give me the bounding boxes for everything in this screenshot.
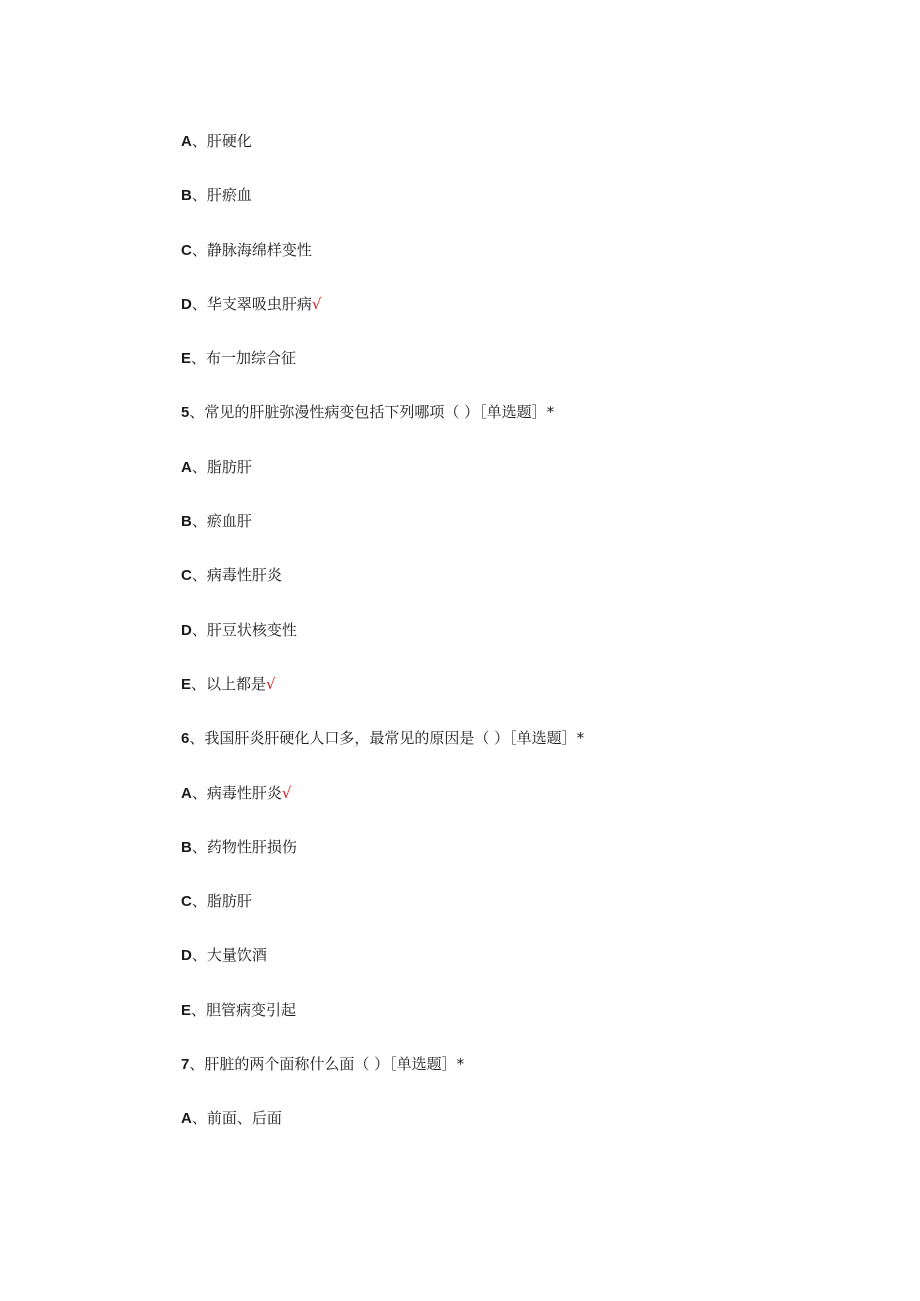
option-text: 病毒性肝炎	[206, 783, 282, 802]
option-line	[181, 997, 861, 1051]
question-text: 肝脏的两个面称什么面（ ）［单选题］*	[204, 1055, 465, 1074]
correct-answer-check-icon: √	[281, 783, 292, 802]
option-text: 肝瘀血	[206, 186, 252, 205]
option-line	[181, 237, 861, 291]
quiz-content	[181, 128, 861, 1160]
option-line	[181, 291, 861, 345]
separator: 、	[189, 1055, 205, 1074]
option-line	[181, 182, 861, 236]
separator: 、	[191, 1000, 207, 1019]
separator: 、	[191, 892, 207, 911]
question-number: 7	[181, 1056, 190, 1074]
separator: 、	[191, 349, 207, 368]
question-text: 常见的肝脏弥漫性病变包括下列哪项（ ）［单选题］*	[204, 403, 555, 422]
option-line	[181, 780, 861, 834]
option-text: 胆管病变引起	[206, 1000, 297, 1019]
option-letter: A	[181, 133, 192, 150]
option-letter: D	[181, 621, 192, 639]
separator: 、	[191, 1109, 207, 1128]
separator: 、	[191, 783, 207, 802]
option-line	[181, 454, 861, 508]
option-text: 脂肪肝	[206, 892, 252, 911]
option-letter: A	[181, 784, 192, 802]
separator: 、	[191, 837, 207, 856]
option-line	[181, 128, 861, 182]
option-letter: B	[181, 513, 192, 531]
question-line	[181, 725, 861, 779]
question-number: 6	[181, 730, 190, 748]
option-line	[181, 508, 861, 562]
option-letter: C	[181, 241, 192, 259]
separator: 、	[191, 132, 207, 150]
option-text: 华支翠吸虫肝病	[206, 294, 312, 313]
option-line	[181, 888, 861, 942]
correct-answer-check-icon: √	[311, 294, 322, 313]
option-text: 大量饮酒	[206, 946, 267, 965]
option-text: 以上都是	[206, 674, 267, 693]
option-line	[181, 562, 861, 616]
correct-answer-check-icon: √	[266, 674, 276, 693]
option-letter: E	[181, 1001, 192, 1019]
option-letter: E	[181, 350, 192, 368]
separator: 、	[189, 403, 205, 422]
option-text: 肝豆状核变性	[206, 620, 297, 639]
option-letter: D	[181, 947, 192, 965]
option-letter: B	[181, 187, 192, 205]
option-text: 脂肪肝	[206, 457, 252, 476]
separator: 、	[191, 566, 207, 585]
option-text: 布一加综合征	[206, 349, 297, 368]
separator: 、	[191, 620, 207, 639]
option-text: 瘀血肝	[206, 512, 252, 531]
option-line	[181, 671, 861, 725]
option-line	[181, 617, 861, 671]
separator: 、	[189, 729, 205, 748]
separator: 、	[191, 294, 207, 313]
separator: 、	[191, 674, 207, 693]
separator: 、	[191, 457, 207, 476]
option-line	[181, 1105, 861, 1159]
option-letter: A	[181, 458, 192, 476]
separator: 、	[191, 512, 207, 531]
question-line	[181, 399, 861, 453]
separator: 、	[191, 240, 207, 259]
option-letter: E	[181, 675, 192, 693]
option-letter: C	[181, 567, 192, 585]
option-letter: A	[181, 1110, 192, 1128]
option-line	[181, 345, 861, 399]
option-text: 静脉海绵样变性	[206, 240, 312, 259]
option-text: 前面、后面	[206, 1109, 282, 1128]
question-text: 我国肝炎肝硬化人口多，最常见的原因是（ ）［单选题］*	[204, 729, 585, 748]
option-text: 药物性肝损伤	[206, 837, 297, 856]
option-text: 病毒性肝炎	[206, 566, 282, 585]
option-line	[181, 942, 861, 996]
separator: 、	[191, 946, 207, 965]
question-line	[181, 1051, 861, 1105]
option-text: 肝硬化	[206, 132, 252, 150]
question-number: 5	[181, 404, 190, 422]
separator: 、	[191, 186, 207, 205]
option-letter: D	[181, 295, 192, 313]
option-letter: B	[181, 838, 192, 856]
option-line	[181, 834, 861, 888]
option-letter: C	[181, 893, 192, 911]
